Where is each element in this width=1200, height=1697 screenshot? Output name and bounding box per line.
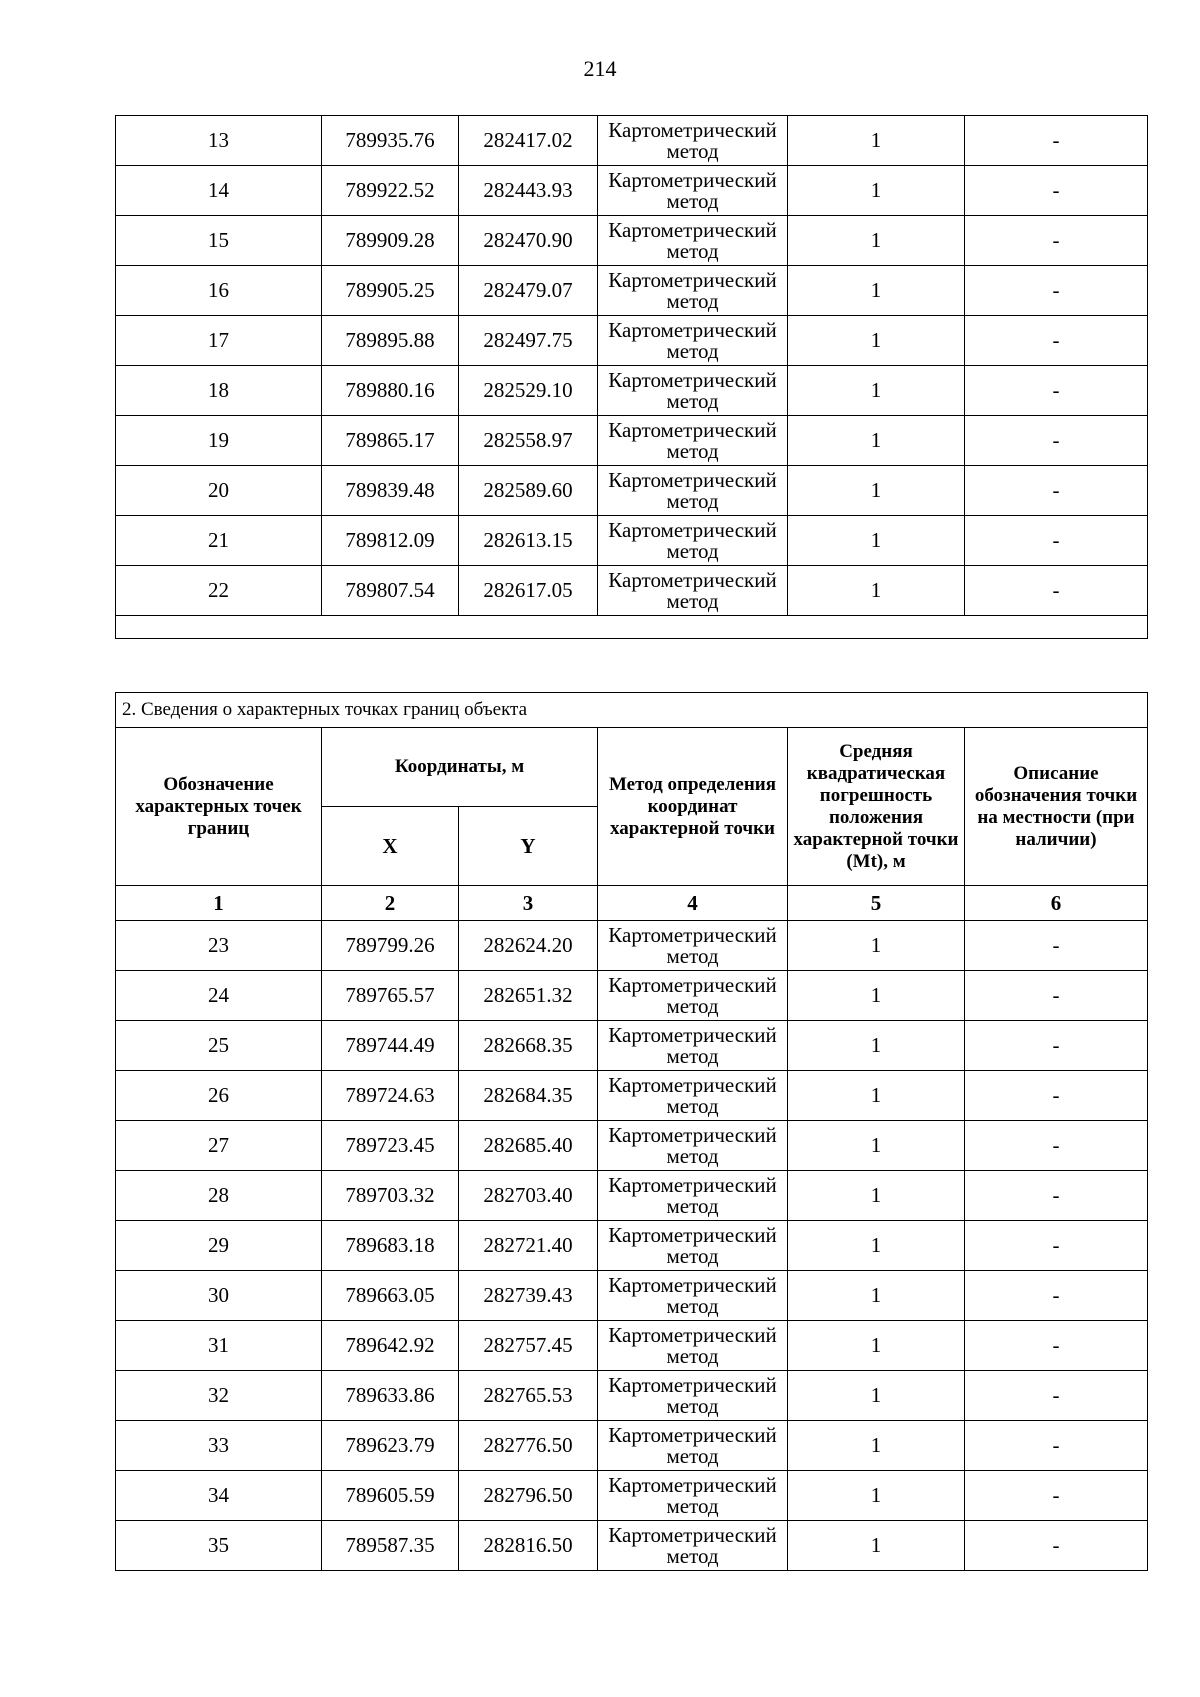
description-cell: -: [965, 1071, 1148, 1121]
method-cell: Картометрический метод: [598, 516, 788, 566]
point-number-cell: 20: [116, 466, 322, 516]
table-row: [116, 566, 1148, 616]
point-number-cell: 32: [116, 1371, 322, 1421]
point-number-cell: 21: [116, 516, 322, 566]
method-cell: Картометрический метод: [598, 116, 788, 166]
description-cell: -: [965, 1021, 1148, 1071]
method-cell: Картометрический метод: [598, 971, 788, 1021]
column-number: 2: [322, 886, 459, 921]
error-cell: 1: [788, 166, 965, 216]
x-coordinate-cell: 789724.63: [322, 1071, 459, 1121]
table-row: [116, 166, 1148, 216]
boundary-points-table: [115, 692, 1148, 1571]
column-number: 1: [116, 886, 322, 921]
error-cell: 1: [788, 516, 965, 566]
y-coordinate-cell: 282776.50: [459, 1421, 598, 1471]
y-coordinate-cell: 282721.40: [459, 1221, 598, 1271]
point-number-cell: 25: [116, 1021, 322, 1071]
column-number: 6: [965, 886, 1148, 921]
error-cell: 1: [788, 1521, 965, 1571]
point-number-cell: 35: [116, 1521, 322, 1571]
table-row: [116, 971, 1148, 1021]
table-row: [116, 921, 1148, 971]
x-coordinate-cell: 789723.45: [322, 1121, 459, 1171]
method-cell: Картометрический метод: [598, 266, 788, 316]
method-cell: Картометрический метод: [598, 166, 788, 216]
column-numbers-row: [116, 886, 1148, 921]
table-row: [116, 1521, 1148, 1571]
x-coordinate-cell: 789922.52: [322, 166, 459, 216]
method-cell: Картометрический метод: [598, 1171, 788, 1221]
table-row: [116, 1121, 1148, 1171]
method-cell: Картометрический метод: [598, 216, 788, 266]
table2-header: [116, 693, 1148, 921]
column-number: 4: [598, 886, 788, 921]
error-cell: 1: [788, 1071, 965, 1121]
description-cell: -: [965, 1471, 1148, 1521]
table-row: [116, 466, 1148, 516]
x-coordinate-cell: 789703.32: [322, 1171, 459, 1221]
table-row: [116, 366, 1148, 416]
description-cell: -: [965, 266, 1148, 316]
point-number-cell: 34: [116, 1471, 322, 1521]
description-cell: -: [965, 416, 1148, 466]
error-cell: 1: [788, 566, 965, 616]
y-coordinate-cell: 282668.35: [459, 1021, 598, 1071]
description-cell: -: [965, 971, 1148, 1021]
x-coordinate-cell: 789880.16: [322, 366, 459, 416]
x-coordinate-cell: 789605.59: [322, 1471, 459, 1521]
y-coordinate-cell: 282765.53: [459, 1371, 598, 1421]
method-cell: Картометрический метод: [598, 416, 788, 466]
y-coordinate-cell: 282739.43: [459, 1271, 598, 1321]
x-coordinate-cell: 789812.09: [322, 516, 459, 566]
error-cell: 1: [788, 1471, 965, 1521]
x-coordinate-cell: 789765.57: [322, 971, 459, 1021]
y-coordinate-cell: 282417.02: [459, 116, 598, 166]
table-row: [116, 1021, 1148, 1071]
error-cell: 1: [788, 1221, 965, 1271]
error-cell: 1: [788, 1321, 965, 1371]
y-coordinate-cell: 282470.90: [459, 216, 598, 266]
table-row: [116, 266, 1148, 316]
x-coordinate-cell: 789935.76: [322, 116, 459, 166]
empty-row: [116, 616, 1148, 639]
description-cell: -: [965, 216, 1148, 266]
point-number-cell: 15: [116, 216, 322, 266]
method-cell: Картометрический метод: [598, 1321, 788, 1371]
page-number: 214: [583, 56, 617, 81]
header-designation: Обозначение характерных точек границ: [116, 728, 322, 886]
x-coordinate-cell: 789895.88: [322, 316, 459, 366]
x-coordinate-cell: 789587.35: [322, 1521, 459, 1571]
header-error: Средняя квадратическая погрешность положения характерной точки (Mt), м: [788, 728, 965, 886]
description-cell: -: [965, 516, 1148, 566]
y-coordinate-cell: 282624.20: [459, 921, 598, 971]
method-cell: Картометрический метод: [598, 1421, 788, 1471]
method-cell: Картометрический метод: [598, 566, 788, 616]
error-cell: 1: [788, 1121, 965, 1171]
table-row: [116, 1221, 1148, 1271]
x-coordinate-cell: 789744.49: [322, 1021, 459, 1071]
method-cell: Картометрический метод: [598, 366, 788, 416]
error-cell: 1: [788, 1021, 965, 1071]
y-coordinate-cell: 282617.05: [459, 566, 598, 616]
description-cell: -: [965, 566, 1148, 616]
y-coordinate-cell: 282796.50: [459, 1471, 598, 1521]
section-title: 2. Сведения о характерных точках границ объекта: [116, 693, 1148, 728]
error-cell: 1: [788, 921, 965, 971]
error-cell: 1: [788, 1371, 965, 1421]
method-cell: Картометрический метод: [598, 1021, 788, 1071]
table-row: [116, 1271, 1148, 1321]
error-cell: 1: [788, 416, 965, 466]
table-row: [116, 1321, 1148, 1371]
boundary-points-table-continued: [115, 115, 1148, 639]
column-number: 5: [788, 886, 965, 921]
y-coordinate-cell: 282703.40: [459, 1171, 598, 1221]
point-number-cell: 28: [116, 1171, 322, 1221]
column-number: 3: [459, 886, 598, 921]
error-cell: 1: [788, 1421, 965, 1471]
method-cell: Картометрический метод: [598, 1121, 788, 1171]
x-coordinate-cell: 789683.18: [322, 1221, 459, 1271]
description-cell: -: [965, 366, 1148, 416]
table-row: [116, 1071, 1148, 1121]
method-cell: Картометрический метод: [598, 921, 788, 971]
y-coordinate-cell: 282757.45: [459, 1321, 598, 1371]
table-row: [116, 516, 1148, 566]
y-coordinate-cell: 282589.60: [459, 466, 598, 516]
error-cell: 1: [788, 266, 965, 316]
y-coordinate-cell: 282685.40: [459, 1121, 598, 1171]
x-coordinate-cell: 789839.48: [322, 466, 459, 516]
header-y: Y: [459, 807, 598, 886]
method-cell: Картометрический метод: [598, 466, 788, 516]
y-coordinate-cell: 282816.50: [459, 1521, 598, 1571]
table-row: [116, 1171, 1148, 1221]
description-cell: -: [965, 1271, 1148, 1321]
description-cell: -: [965, 1421, 1148, 1471]
description-cell: -: [965, 466, 1148, 516]
table-row: [116, 1371, 1148, 1421]
error-cell: 1: [788, 971, 965, 1021]
method-cell: Картометрический метод: [598, 1471, 788, 1521]
method-cell: Картометрический метод: [598, 1271, 788, 1321]
table2-body: [116, 921, 1148, 1571]
description-cell: -: [965, 166, 1148, 216]
description-cell: -: [965, 1171, 1148, 1221]
point-number-cell: 24: [116, 971, 322, 1021]
table1-body: [116, 116, 1148, 639]
y-coordinate-cell: 282529.10: [459, 366, 598, 416]
error-cell: 1: [788, 1171, 965, 1221]
point-number-cell: 27: [116, 1121, 322, 1171]
error-cell: 1: [788, 466, 965, 516]
x-coordinate-cell: 789663.05: [322, 1271, 459, 1321]
point-number-cell: 18: [116, 366, 322, 416]
x-coordinate-cell: 789623.79: [322, 1421, 459, 1471]
error-cell: 1: [788, 116, 965, 166]
method-cell: Картометрический метод: [598, 316, 788, 366]
error-cell: 1: [788, 366, 965, 416]
y-coordinate-cell: 282443.93: [459, 166, 598, 216]
point-number-cell: 16: [116, 266, 322, 316]
description-cell: -: [965, 116, 1148, 166]
header-description: Описание обозначения точки на местности (при наличии): [965, 728, 1148, 886]
point-number-cell: 30: [116, 1271, 322, 1321]
description-cell: -: [965, 316, 1148, 366]
x-coordinate-cell: 789799.26: [322, 921, 459, 971]
point-number-cell: 14: [116, 166, 322, 216]
x-coordinate-cell: 789642.92: [322, 1321, 459, 1371]
point-number-cell: 23: [116, 921, 322, 971]
y-coordinate-cell: 282651.32: [459, 971, 598, 1021]
error-cell: 1: [788, 316, 965, 366]
method-cell: Картометрический метод: [598, 1521, 788, 1571]
point-number-cell: 26: [116, 1071, 322, 1121]
y-coordinate-cell: 282613.15: [459, 516, 598, 566]
x-coordinate-cell: 789865.17: [322, 416, 459, 466]
point-number-cell: 13: [116, 116, 322, 166]
x-coordinate-cell: 789909.28: [322, 216, 459, 266]
description-cell: -: [965, 1371, 1148, 1421]
point-number-cell: 31: [116, 1321, 322, 1371]
x-coordinate-cell: 789905.25: [322, 266, 459, 316]
table-row: [116, 1471, 1148, 1521]
error-cell: 1: [788, 216, 965, 266]
table-row: [116, 416, 1148, 466]
description-cell: -: [965, 1521, 1148, 1571]
y-coordinate-cell: 282479.07: [459, 266, 598, 316]
point-number-cell: 19: [116, 416, 322, 466]
y-coordinate-cell: 282684.35: [459, 1071, 598, 1121]
table-row: [116, 316, 1148, 366]
x-coordinate-cell: 789633.86: [322, 1371, 459, 1421]
table-row: [116, 216, 1148, 266]
description-cell: -: [965, 921, 1148, 971]
method-cell: Картометрический метод: [598, 1371, 788, 1421]
table-row: [116, 1421, 1148, 1471]
description-cell: -: [965, 1121, 1148, 1171]
error-cell: 1: [788, 1271, 965, 1321]
header-coordinates: Координаты, м: [322, 728, 598, 807]
method-cell: Картометрический метод: [598, 1221, 788, 1271]
y-coordinate-cell: 282497.75: [459, 316, 598, 366]
point-number-cell: 33: [116, 1421, 322, 1471]
empty-cell: [116, 616, 1148, 639]
point-number-cell: 29: [116, 1221, 322, 1271]
x-coordinate-cell: 789807.54: [322, 566, 459, 616]
header-method: Метод определения координат характерной точки: [598, 728, 788, 886]
y-coordinate-cell: 282558.97: [459, 416, 598, 466]
description-cell: -: [965, 1221, 1148, 1271]
header-x: X: [322, 807, 459, 886]
point-number-cell: 17: [116, 316, 322, 366]
point-number-cell: 22: [116, 566, 322, 616]
method-cell: Картометрический метод: [598, 1071, 788, 1121]
description-cell: -: [965, 1321, 1148, 1371]
table-row: [116, 116, 1148, 166]
